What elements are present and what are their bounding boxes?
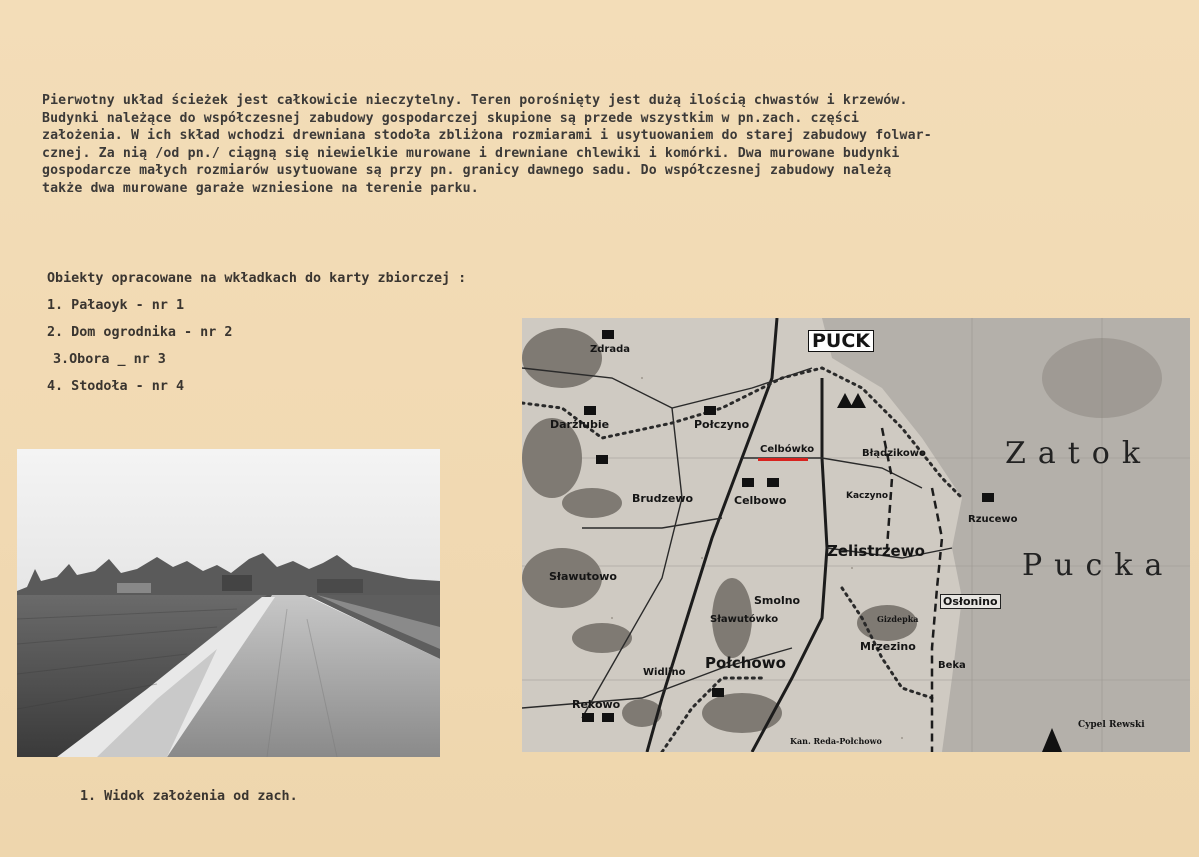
map-label-slawutowko: Sławutówko [710, 614, 779, 625]
map-label-slawutowo: Sławutowo [549, 570, 617, 583]
map-label-rzucewo: Rzucewo [968, 514, 1018, 525]
paragraph-line: Pierwotny układ ścieżek jest całkowicie nieczytelny. Teren porośnięty jest dużą ilością chwastów i krzewów. [42, 93, 908, 108]
map-label-cypel: Cypel Rewski [1078, 720, 1145, 730]
paragraph-line: Budynki należące do współczesnej zabudowy gospodarczej skupione są przede wszystkim w pn.zach. części [42, 110, 860, 126]
map-label-celbowko: Celbówko [760, 444, 815, 455]
map-clipping [522, 318, 1190, 752]
map-label-bladzikowo: Błądzikowo [862, 448, 926, 459]
map-label-zelistrzewo: Zelistrzewo [827, 542, 925, 560]
map-label-darzlubie: Darżlubie [550, 418, 610, 431]
map-label-canal: Kan. Reda-Połchowo [790, 736, 882, 746]
paragraph-line: założenia. W ich skład wchodzi drewniana stodoła zbliżona rozmiarami i usytuowaniem do starej zabudowy folwar- [42, 128, 932, 144]
landscape-photo [17, 449, 440, 757]
map-label-bay-2: Pucka [1022, 548, 1175, 583]
paragraph-line: gospodarcze małych rozmiarów usytuowane są przy pn. granicy dawnego sadu. Do współczesnej zabudowy należą [42, 163, 892, 179]
paragraph-line: także dwa murowane garaże wzniesione na terenie parku. [42, 180, 479, 196]
list-item: 1. Pałaoyk - nr 1 [47, 298, 185, 313]
list-item: 2. Dom ogrodnika - nr 2 [47, 325, 233, 340]
map-label-bay-1: Zatok [1005, 436, 1153, 471]
map-label-rekowo: Rekowo [572, 698, 621, 711]
map-label-celbowo: Celbowo [734, 494, 787, 507]
description-paragraph [42, 92, 1162, 198]
photo-caption: 1. Widok założenia od zach. [80, 789, 298, 804]
map-label-puck: PUCK [808, 330, 874, 352]
objects-list [47, 298, 232, 406]
map-label-kaczyno: Kaczyno [846, 491, 889, 501]
map-label-gizdepka: Gizdepka [877, 614, 919, 624]
map-label-widlino: Widlino [643, 667, 686, 678]
list-item: 3.Obora _ nr 3 [53, 352, 166, 367]
map-label-beka: Beka [938, 660, 966, 671]
objects-title: Obiekty opracowane na wkładkach do karty zbiorczej : [47, 271, 467, 286]
map-label-brudzewo: Brudzewo [632, 492, 694, 505]
map-label-zdrada: Zdrada [590, 344, 630, 355]
paragraph-line: cznej. Za nią /od pn./ ciągną się niewielkie murowane i drewniane chlewiki i komórki. Dwa murowane budynki [42, 145, 900, 161]
map-label-smolno: Smolno [754, 594, 801, 607]
map-label-oslonino: Osłonino [940, 594, 1001, 609]
list-item: 4. Stodoła - nr 4 [47, 379, 185, 394]
map-label-polchowo: Połchowo [705, 654, 786, 672]
map-label-polczyno: Połczyno [694, 418, 750, 431]
map-label-mrzezino: Mrzezino [860, 640, 916, 653]
